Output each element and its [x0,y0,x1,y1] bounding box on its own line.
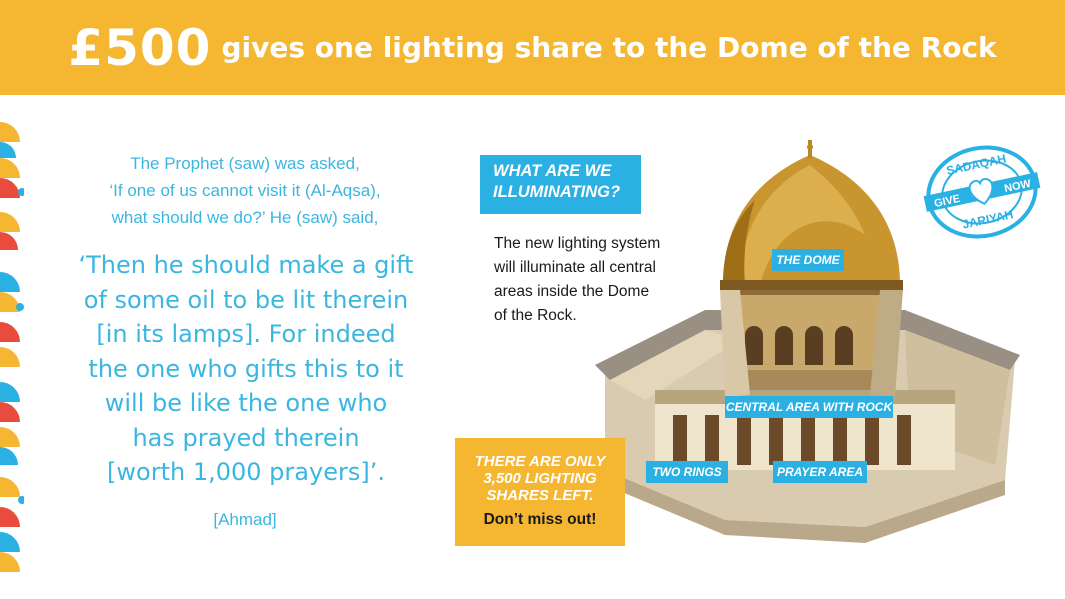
hadith-quote [46,248,446,490]
hadith-line: [in its lamps]. For indeed [96,320,396,348]
stamp-bottom: JARIYAH [961,207,1015,232]
what-are-we-illuminating-heading [480,155,641,214]
prophet-intro [60,150,430,231]
shares-line: SHARES LEFT. [486,487,594,504]
hadith-source: [Ahmad] [213,510,277,529]
hadith-line: of some oil to be lit therein [83,285,409,314]
label-central-area: CENTRAL AREA WITH ROCK [725,396,893,418]
label-prayer-area: PRAYER AREA [773,461,867,483]
heading-line: ILLUMINATING? [493,183,621,201]
stamp-right: NOW [1003,177,1033,196]
intro-line: The Prophet (saw) was asked, [130,154,360,173]
description-line: of the Rock. [494,307,577,324]
hadith-line: ‘Then he should make a gift [78,251,414,279]
description-line: will illuminate all central [494,259,656,276]
intro-line: what should we do?’ He (saw) said, [111,208,379,227]
shares-line: 3,500 LIGHTING [483,470,597,487]
hadith-line: has prayed therein [132,423,360,452]
dont-miss-out-text: Don’t miss out! [483,511,597,528]
banner-headline [0,0,1065,95]
banner-text: gives one lighting share to the Dome of the Rock [221,31,997,64]
shares-left-text [455,453,625,504]
stamp-left: GIVE [933,192,962,211]
banner-amount: £500 [68,18,212,77]
shares-left-callout [455,438,625,546]
lighting-description [494,232,704,328]
description-line: areas inside the Dome [494,283,650,300]
hadith-line: [worth 1,000 prayers]’. [107,458,385,486]
shares-line: THERE ARE ONLY [474,453,606,470]
intro-line: ‘If one of us cannot visit it (Al-Aqsa), [109,181,381,200]
decorative-border [0,122,24,574]
label-two-rings: TWO RINGS [646,461,728,483]
hadith-line: the one who gifts this to it [88,354,404,383]
stamp-top: SADAQAH [945,151,1008,178]
hadith-line: will be like the one who [104,389,388,417]
sadaqah-jariyah-stamp [918,142,1046,242]
description-line: The new lighting system [494,235,661,252]
label-the-dome: THE DOME [772,249,844,271]
heading-line: WHAT ARE WE [493,162,612,180]
